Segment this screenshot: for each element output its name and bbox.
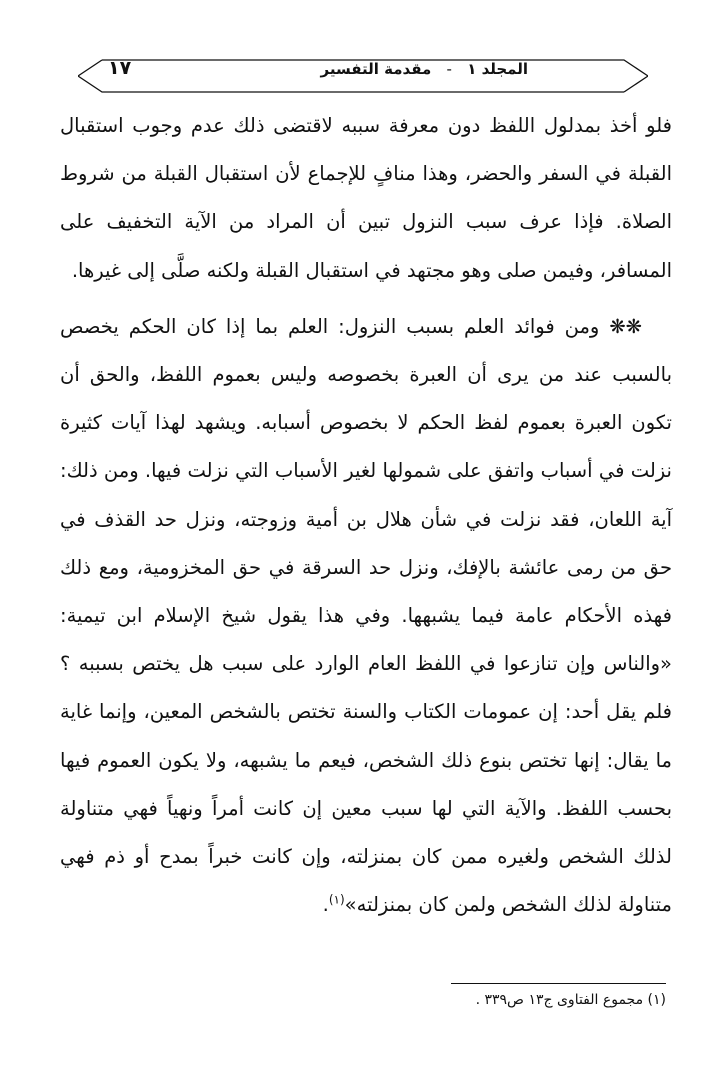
footnote: (١) مجموع الفتاوى ج١٣ ص٣٣٩ .: [475, 992, 666, 1008]
section-title: مقدمة التفسير: [320, 60, 432, 78]
footnote-divider: [451, 983, 666, 984]
page-number: ١٧: [108, 57, 132, 79]
header-separator: -: [446, 60, 452, 78]
volume-label: المجلد ١: [467, 60, 528, 78]
paragraph-1: فلو أخذ بمدلول اللفظ دون معرفة سببه لاقتضى ذلك عدم وجوب استقبال القبلة في السفر والحضر، وهذا منافٍ للإجماع لأن استقبال القبلة من شروط الصلاة. فإذا عرف سبب النزول تبين أن المراد من الآية التخفيف على المسافر، وفيمن صلى وهو مجتهد في استقبال القبلة ولكنه صلَّى إلى غيرها.: [60, 114, 672, 282]
body-text: [60, 102, 672, 929]
page-header: [78, 46, 648, 98]
paragraph-2-text: ومن فوائد العلم بسبب النزول: العلم بما إذا كان الحكم يخصص بالسبب عند من يرى أن العبرة بخصوصه وليس بعموم اللفظ، والحق أن تكون العبرة بعموم لفظ الحكم لا بخصوص أسبابه. ويشهد لهذا آيات كثيرة نزلت في أسباب واتفق على شمولها لغير الأسباب التي نزلت فيها. ومن ذلك: آية اللعان، فقد نزلت في شأن هلال بن أمية وزوجته، ونزل حد القذف في حق من رمى عائشة بالإفك، ونزل حد السرقة في حق المخزومية، ومع ذلك فهذه الأحكام عامة فيما يشبهها. وفي هذا يقول شيخ الإسلام ابن تيمية: «والناس وإن تنازعوا في اللفظ العام الوارد على سبب هل يختص بسببه ؟ فلم يقل أحد: إن عمومات الكتاب والسنة تختص بالشخص المعين، وإنما غاية ما يقال: إنها تختص بنوع ذلك الشخص، فيعم ما يشبهه، ولا يكون العموم فيها بحسب اللفظ. والآية التي لها سبب معين إن كانت أمراً ونهياً فهي متناولة لذلك الشخص ولغيره ممن كان بمنزلته، وإن كانت خبراً بمدح أو ذم فهي متناولة لذلك الشخص ولمن كان بمنزلته»: [60, 314, 672, 917]
running-header: [321, 60, 528, 78]
footnote-reference[interactable]: (١): [328, 892, 345, 907]
paragraph-2: ❋❋ ومن فوائد العلم بسبب النزول: العلم بما إذا كان الحكم يخصص بالسبب عند من يرى أن العبرة بخصوصه وليس بعموم اللفظ، والحق أن تكون العبرة بعموم لفظ الحكم لا بخصوص أسبابه. ويشهد لهذا آيات كثيرة نزلت في أسباب واتفق على شمولها لغير الأسباب التي نزلت فيها. ومن ذلك: آية اللعان، فقد نزلت في شأن هلال بن أمية وزوجته، ونزل حد القذف في حق من رمى عائشة بالإفك، ونزل حد السرقة في حق المخزومية، ومع ذلك فهذه الأحكام عامة فيما يشبهها. وفي هذا يقول شيخ الإسلام ابن تيمية: «والناس وإن تنازعوا في اللفظ العام الوارد على سبب هل يختص بسببه ؟ فلم يقل أحد: إن عمومات الكتاب والسنة تختص بالشخص المعين، وإنما غاية ما يقال: إنها تختص بنوع ذلك الشخص، فيعم ما يشبهه، ولا يكون العموم فيها بحسب اللفظ. والآية التي لها سبب معين إن كانت أمراً ونهياً فهي متناولة لذلك الشخص ولغيره ممن كان بمنزلته، وإن كانت خبراً بمدح أو ذم فهي متناولة لذلك الشخص ولمن كان بمنزلته»$^{(١)}$.: [60, 314, 672, 917]
paragraph-marker: ❋❋: [609, 314, 643, 338]
